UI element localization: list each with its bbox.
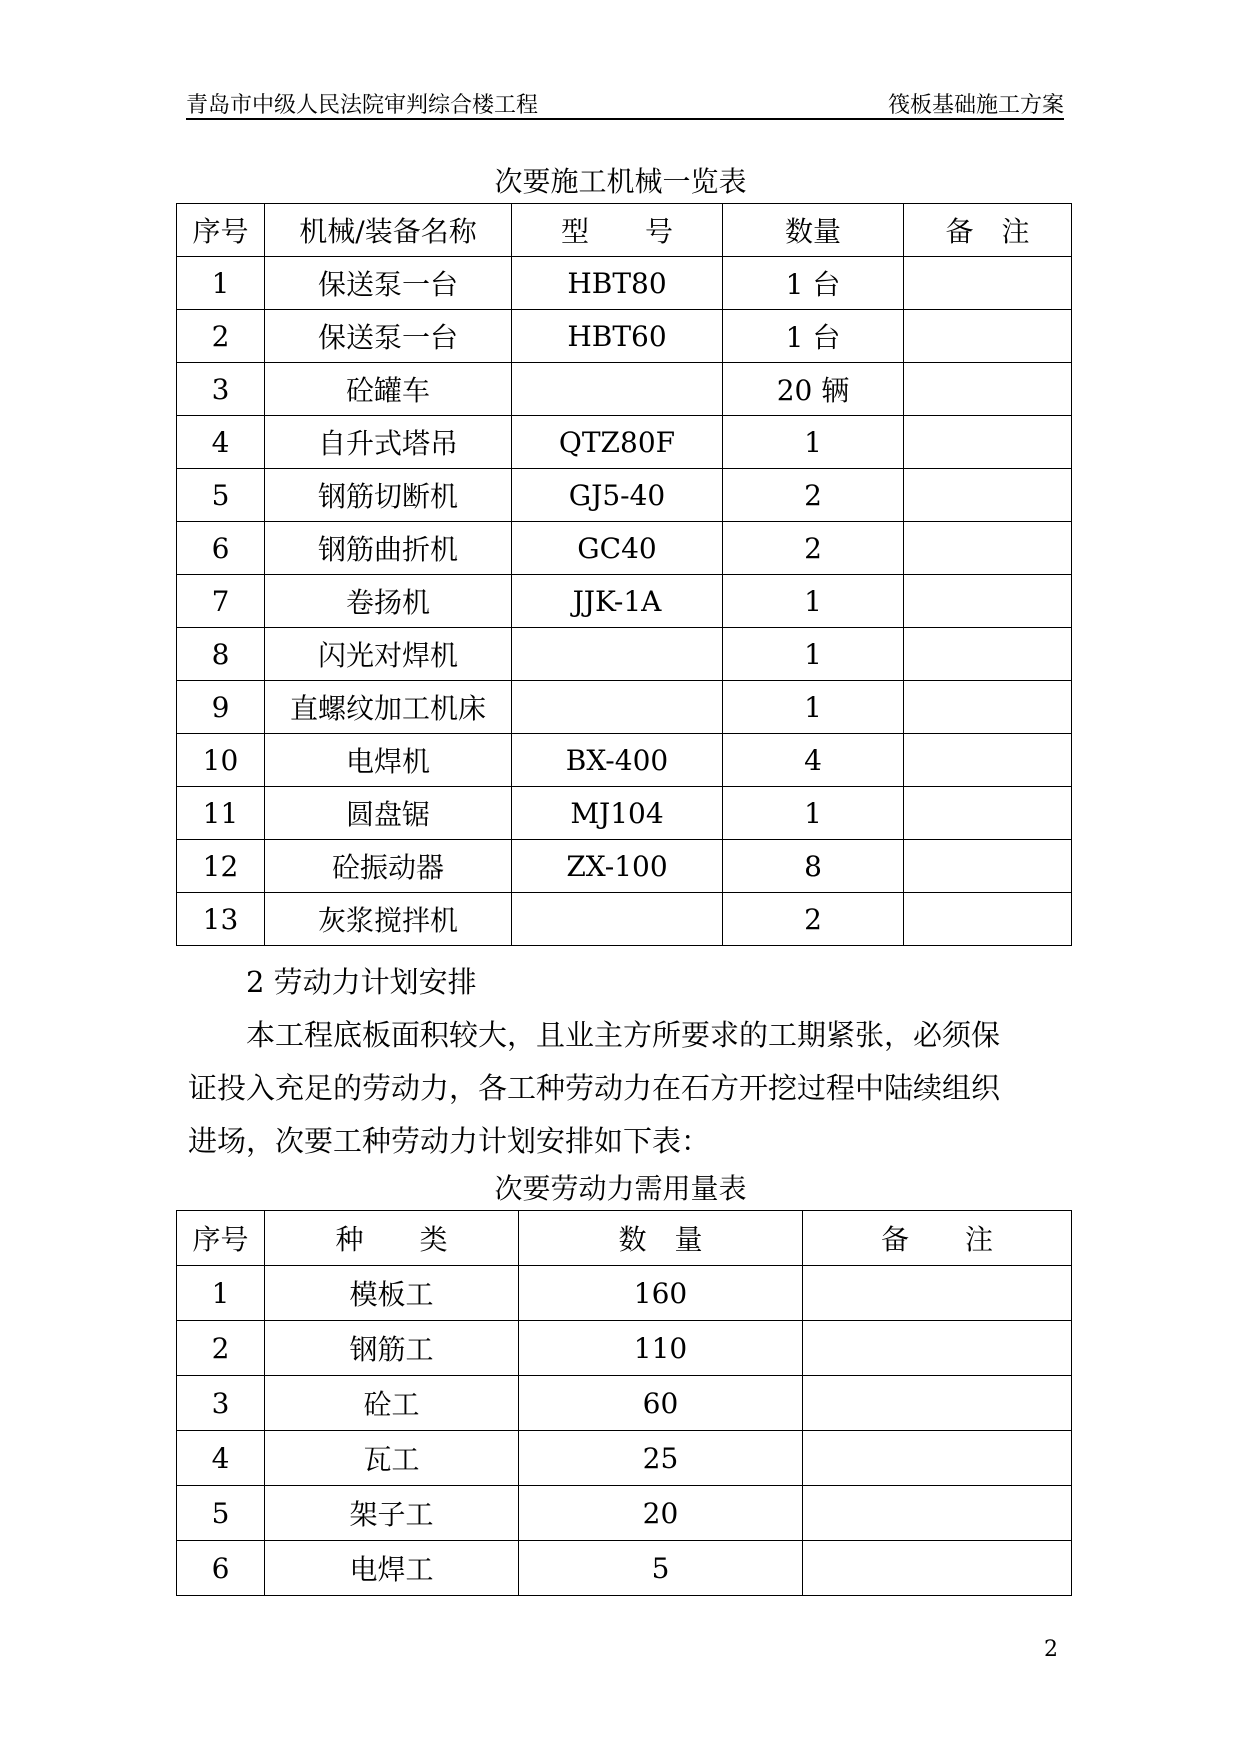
cell-name: 电焊机 — [265, 734, 512, 787]
cell-no: 3 — [177, 1376, 265, 1431]
cell-no: 12 — [177, 840, 265, 893]
cell-qty: 1 — [723, 575, 904, 628]
cell-name: 直螺纹加工机床 — [265, 681, 512, 734]
table-row — [177, 840, 1072, 893]
header-cell-type: 种 类 — [265, 1211, 519, 1266]
cell-model: MJ104 — [512, 787, 723, 840]
cell-model: JJK-1A — [512, 575, 723, 628]
cell-name: 保送泵一台 — [265, 310, 512, 363]
cell-remark — [904, 628, 1072, 681]
header-cell-remark: 备 注 — [803, 1211, 1072, 1266]
table-row — [177, 787, 1072, 840]
cell-remark — [904, 787, 1072, 840]
cell-remark — [904, 734, 1072, 787]
cell-remark — [904, 575, 1072, 628]
table-header-row — [177, 1211, 1072, 1266]
cell-qty: 1 台 — [723, 310, 904, 363]
cell-qty: 60 — [519, 1376, 803, 1431]
cell-remark — [904, 681, 1072, 734]
cell-no: 6 — [177, 522, 265, 575]
section-heading — [188, 956, 1064, 1009]
table1-caption: 次要施工机械一览表 — [494, 165, 747, 198]
cell-no: 1 — [177, 1266, 265, 1321]
cell-qty: 20 — [519, 1486, 803, 1541]
header-cell-model: 型 号 — [512, 204, 723, 257]
paragraph-line: 证投入充足的劳动力，各工种劳动力在石方开挖过程中陆续组织 — [188, 1071, 1001, 1105]
header-cell-name: 机械/装备名称 — [265, 204, 512, 257]
cell-remark — [904, 840, 1072, 893]
paragraph-line: 进场，次要工种劳动力计划安排如下表： — [188, 1124, 711, 1158]
cell-no: 5 — [177, 469, 265, 522]
cell-qty: 5 — [519, 1541, 803, 1596]
table-row — [177, 575, 1072, 628]
cell-remark — [803, 1541, 1072, 1596]
table2-caption: 次要劳动力需用量表 — [494, 1172, 747, 1205]
machinery-table — [176, 203, 1072, 946]
cell-no: 10 — [177, 734, 265, 787]
section-paragraph — [188, 1009, 1064, 1168]
cell-qty: 1 — [723, 681, 904, 734]
cell-qty: 2 — [723, 522, 904, 575]
cell-model — [512, 681, 723, 734]
table-row — [177, 1431, 1072, 1486]
cell-qty: 110 — [519, 1321, 803, 1376]
cell-qty: 2 — [723, 893, 904, 946]
cell-model: HBT80 — [512, 257, 723, 310]
cell-model — [512, 893, 723, 946]
table-row — [177, 893, 1072, 946]
table-row — [177, 1541, 1072, 1596]
table-row — [177, 681, 1072, 734]
cell-name: 卷扬机 — [265, 575, 512, 628]
cell-no: 8 — [177, 628, 265, 681]
cell-name: 保送泵一台 — [265, 257, 512, 310]
cell-type: 架子工 — [265, 1486, 519, 1541]
cell-type: 电焊工 — [265, 1541, 519, 1596]
table-row — [177, 469, 1072, 522]
page-header — [186, 86, 1064, 120]
cell-model: ZX-100 — [512, 840, 723, 893]
cell-no: 7 — [177, 575, 265, 628]
cell-qty: 25 — [519, 1431, 803, 1486]
cell-model: BX-400 — [512, 734, 723, 787]
cell-no: 3 — [177, 363, 265, 416]
table-row — [177, 1376, 1072, 1431]
cell-model: HBT60 — [512, 310, 723, 363]
cell-remark — [803, 1431, 1072, 1486]
cell-name: 灰浆搅拌机 — [265, 893, 512, 946]
cell-qty: 8 — [723, 840, 904, 893]
cell-remark — [904, 469, 1072, 522]
cell-qty: 1 — [723, 628, 904, 681]
cell-model — [512, 363, 723, 416]
cell-qty: 160 — [519, 1266, 803, 1321]
table-header-row — [177, 204, 1072, 257]
labor-table — [176, 1210, 1072, 1596]
page-number: 2 — [1044, 1637, 1058, 1662]
cell-remark — [803, 1376, 1072, 1431]
table-row — [177, 1486, 1072, 1541]
header-cell-qty: 数量 — [723, 204, 904, 257]
cell-no: 13 — [177, 893, 265, 946]
cell-no: 4 — [177, 416, 265, 469]
cell-no: 4 — [177, 1431, 265, 1486]
table-row — [177, 734, 1072, 787]
cell-type: 钢筋工 — [265, 1321, 519, 1376]
cell-model: GC40 — [512, 522, 723, 575]
cell-no: 5 — [177, 1486, 265, 1541]
header-cell-remark: 备 注 — [904, 204, 1072, 257]
table-row — [177, 257, 1072, 310]
table-row — [177, 310, 1072, 363]
table-row — [177, 363, 1072, 416]
cell-qty: 1 — [723, 416, 904, 469]
cell-qty: 2 — [723, 469, 904, 522]
header-cell-no: 序号 — [177, 204, 265, 257]
cell-name: 钢筋曲折机 — [265, 522, 512, 575]
cell-name: 闪光对焊机 — [265, 628, 512, 681]
header-document-title: 筏板基础施工方案 — [887, 93, 1064, 118]
cell-no: 2 — [177, 1321, 265, 1376]
cell-remark — [904, 257, 1072, 310]
cell-no: 6 — [177, 1541, 265, 1596]
cell-name: 自升式塔吊 — [265, 416, 512, 469]
table-row — [177, 628, 1072, 681]
cell-remark — [904, 310, 1072, 363]
cell-model — [512, 628, 723, 681]
cell-no: 9 — [177, 681, 265, 734]
cell-model: QTZ80F — [512, 416, 723, 469]
table-row — [177, 1321, 1072, 1376]
cell-type: 瓦工 — [265, 1431, 519, 1486]
cell-name: 圆盘锯 — [265, 787, 512, 840]
cell-no: 11 — [177, 787, 265, 840]
cell-remark — [803, 1266, 1072, 1321]
cell-qty: 1 台 — [723, 257, 904, 310]
cell-remark — [904, 363, 1072, 416]
cell-no: 1 — [177, 257, 265, 310]
header-cell-no: 序号 — [177, 1211, 265, 1266]
cell-remark — [803, 1321, 1072, 1376]
table-row — [177, 522, 1072, 575]
cell-remark — [904, 416, 1072, 469]
paragraph-line: 本工程底板面积较大，且业主方所要求的工期紧张，必须保 — [246, 1018, 1001, 1052]
cell-name: 钢筋切断机 — [265, 469, 512, 522]
cell-qty: 20 辆 — [723, 363, 904, 416]
cell-remark — [803, 1486, 1072, 1541]
table-row — [177, 416, 1072, 469]
section-heading-text: 2 劳动力计划安排 — [246, 965, 477, 999]
cell-type: 砼工 — [265, 1376, 519, 1431]
header-project-title: 青岛市中级人民法院审判综合楼工程 — [186, 93, 539, 118]
cell-model: GJ5-40 — [512, 469, 723, 522]
cell-remark — [904, 522, 1072, 575]
cell-name: 砼振动器 — [265, 840, 512, 893]
cell-type: 模板工 — [265, 1266, 519, 1321]
cell-qty: 4 — [723, 734, 904, 787]
cell-name: 砼罐车 — [265, 363, 512, 416]
cell-no: 2 — [177, 310, 265, 363]
header-cell-qty: 数 量 — [519, 1211, 803, 1266]
cell-qty: 1 — [723, 787, 904, 840]
table-row — [177, 1266, 1072, 1321]
cell-remark — [904, 893, 1072, 946]
